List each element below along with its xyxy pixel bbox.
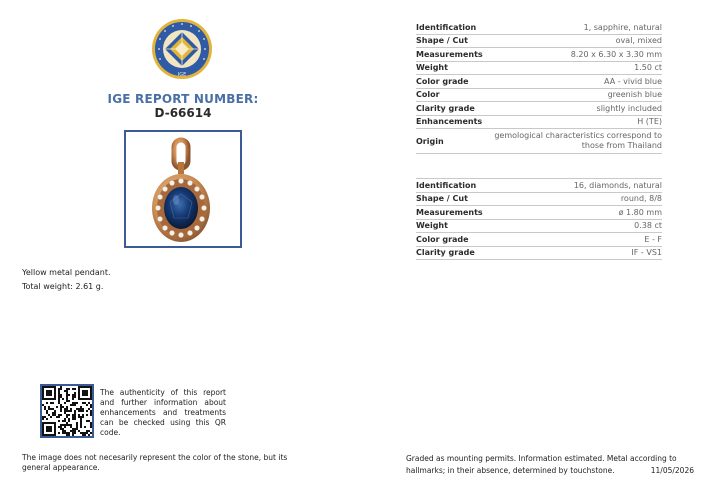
total-weight: Total weight: 2.61 g.: [22, 282, 104, 291]
row-value: round, 8/8: [522, 192, 662, 206]
table-row: [416, 129, 662, 154]
report-number-label: IGE REPORT NUMBER:: [107, 92, 259, 106]
qr-verification-note: The authenticity of this report and further information about enhancements and treatments can be checked using this QR code.: [100, 388, 226, 437]
row-label: Origin: [416, 129, 483, 154]
row-label: Weight: [416, 61, 483, 75]
row-value: greenish blue: [483, 88, 662, 102]
table-row: [416, 34, 662, 48]
table-row: [416, 75, 662, 89]
table-row: [416, 61, 662, 75]
qr-code-icon: [42, 386, 92, 436]
row-value: E - F: [522, 233, 662, 247]
pendant-image: [126, 132, 240, 246]
item-description: Yellow metal pendant.: [22, 268, 111, 277]
table-row: [416, 219, 662, 233]
row-value: ø 1.80 mm: [522, 206, 662, 220]
row-label: Weight: [416, 219, 522, 233]
row-label: Clarity grade: [416, 102, 483, 116]
row-label: Enhancements: [416, 115, 483, 129]
row-value: 8.20 x 6.30 x 3.30 mm: [483, 48, 662, 62]
row-value: 16, diamonds, natural: [522, 179, 662, 193]
row-value: IF - VS1: [522, 246, 662, 260]
row-label: Color grade: [416, 75, 483, 89]
ige-seal-icon: [151, 18, 213, 80]
row-value: 1, sapphire, natural: [483, 21, 662, 34]
report-date: 11/05/2026: [650, 466, 694, 475]
side-stones-table: [416, 178, 662, 260]
table-row: [416, 115, 662, 129]
row-label: Measurements: [416, 48, 483, 62]
row-value: AA - vivid blue: [483, 75, 662, 89]
table-row: [416, 246, 662, 260]
table-row: [416, 233, 662, 247]
row-value: 1.50 ct: [483, 61, 662, 75]
row-value: oval, mixed: [483, 34, 662, 48]
table-row: [416, 21, 662, 34]
table-row: [416, 102, 662, 116]
row-label: Measurements: [416, 206, 522, 220]
table-row: [416, 179, 662, 193]
row-label: Color: [416, 88, 483, 102]
row-label: Identification: [416, 21, 483, 34]
image-disclaimer: The image does not necesarily represent the color of the stone, but its general appearance.: [22, 453, 288, 472]
qr-code[interactable]: [40, 384, 94, 438]
grading-note: Graded as mounting permits. Information estimated. Metal according to hallmarks; in their absence, determined by touchstone.: [406, 454, 677, 475]
row-label: Clarity grade: [416, 246, 522, 260]
row-label: Shape / Cut: [416, 34, 483, 48]
svg-text:IGE: IGE: [177, 72, 187, 78]
table-row: [416, 206, 662, 220]
report-number: D-66614: [154, 106, 212, 120]
table-row: [416, 192, 662, 206]
row-value: gemological characteristics correspond to those from Thailand: [483, 129, 662, 154]
ige-logo: [151, 18, 213, 80]
row-value: slightly included: [483, 102, 662, 116]
row-value: 0.38 ct: [522, 219, 662, 233]
table-row: [416, 48, 662, 62]
row-label: Shape / Cut: [416, 192, 522, 206]
main-stone-table: [416, 21, 662, 154]
row-value: H (TE): [483, 115, 662, 129]
pendant-photo: [124, 130, 242, 248]
row-label: Identification: [416, 179, 522, 193]
row-label: Color grade: [416, 233, 522, 247]
table-row: [416, 88, 662, 102]
